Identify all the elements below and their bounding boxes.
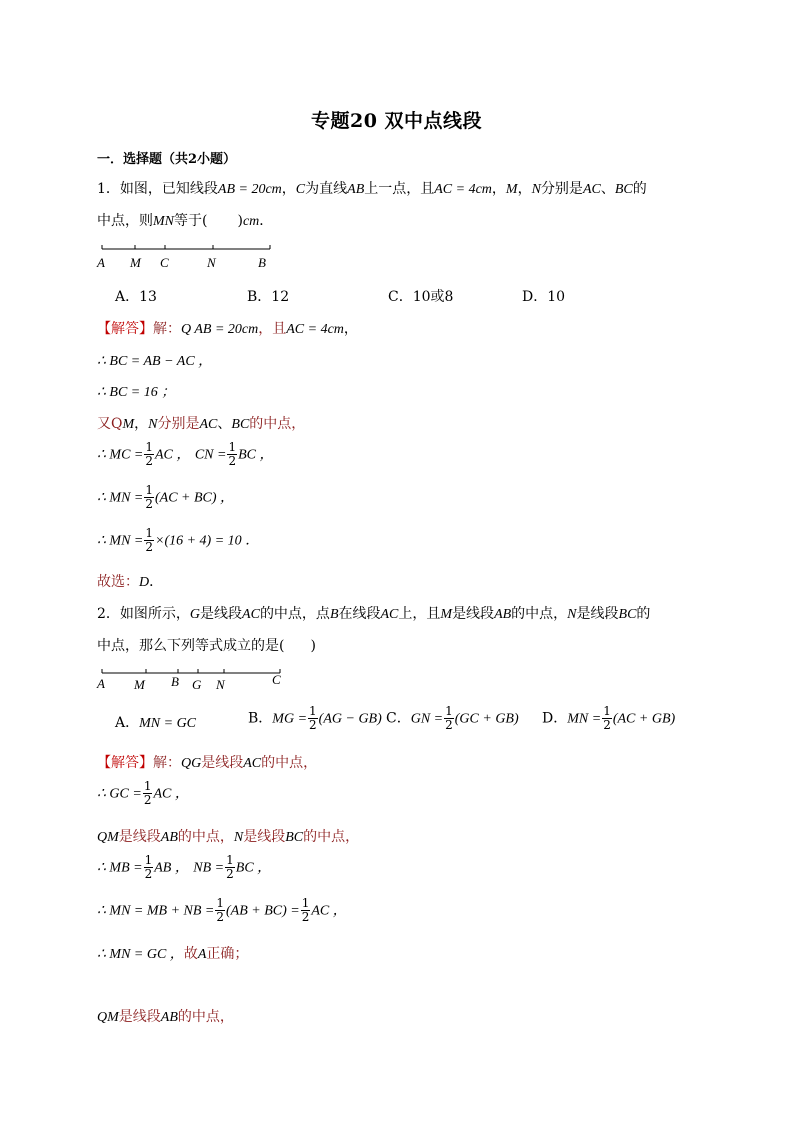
- q1-step: CN =: [194, 447, 227, 463]
- q1-punct: ．: [259, 213, 274, 229]
- frac-num: 1: [145, 483, 153, 497]
- q1-line-diagram: [94, 240, 284, 274]
- fraction-half: [602, 705, 612, 732]
- frac-den: 2: [445, 718, 453, 732]
- option-letter: C．: [386, 710, 411, 727]
- q2-step: 的中点，: [303, 829, 360, 845]
- frac-den: 2: [216, 910, 224, 924]
- frac-num: 1: [145, 440, 153, 454]
- q2-text: 的: [636, 606, 651, 622]
- fraction-half: [227, 441, 237, 468]
- q1-solution-line5: [97, 441, 274, 468]
- option-eq: (GC + GB): [454, 711, 519, 727]
- q2-number: 2．: [97, 606, 120, 622]
- q2-step: ∴ MN = MB + NB =: [97, 903, 215, 919]
- option-letter: B．: [248, 710, 273, 727]
- fraction-half: [143, 780, 153, 807]
- option-eq: MN = GC: [139, 716, 197, 731]
- fraction-half: [308, 705, 318, 732]
- q2-text: 在线段: [338, 606, 381, 622]
- q1-option-d[interactable]: D．10: [522, 289, 566, 305]
- frac-den: 2: [228, 454, 237, 468]
- q1-step: ∴ MN =: [97, 490, 144, 506]
- fraction-half: [215, 897, 225, 924]
- q1-option-c[interactable]: C．10或8: [388, 289, 454, 305]
- q1-punct: ，: [491, 181, 506, 197]
- q1-punct: ，: [281, 181, 296, 197]
- fraction-half: [144, 484, 154, 511]
- q2-stem-line1: [97, 603, 650, 623]
- q2-point-n: N: [216, 677, 225, 692]
- q2-step: AC: [243, 756, 262, 771]
- q1-step: BC ，: [238, 447, 274, 463]
- q2-text: ): [310, 638, 316, 654]
- q2-text: 是线段: [576, 606, 619, 622]
- q1-ac-label: AC: [582, 182, 601, 197]
- q2-step: A: [197, 947, 207, 962]
- q1-step: AC: [199, 417, 218, 432]
- q1-stem-line2: [97, 210, 273, 230]
- frac-num: 1: [445, 704, 453, 718]
- q2-step: Q: [181, 756, 192, 771]
- q1-m-label: M: [505, 182, 518, 197]
- frac-den: 2: [145, 497, 153, 511]
- q1-step: 又Q: [97, 416, 123, 432]
- frac-num: 1: [145, 526, 153, 540]
- q1-unit: cm: [242, 214, 260, 229]
- q1-step: ×(16 + 4) = 10 ．: [155, 533, 260, 549]
- q2-step: AB ，: [154, 860, 189, 876]
- q1-solution-line6: [97, 484, 234, 511]
- q2-step: 故: [183, 946, 198, 962]
- q2-bc-label: BC: [618, 607, 637, 622]
- q2-step: AC ，: [311, 903, 347, 919]
- q1-punct: ．: [149, 574, 164, 590]
- q2-option-c[interactable]: [386, 705, 519, 732]
- q2-step: 的中点，: [261, 755, 318, 771]
- q2-text: 的中点，点: [259, 606, 330, 622]
- q1-solution-line2: ∴ BC = AB − AC ，: [97, 354, 213, 369]
- frac-den: 2: [145, 540, 153, 554]
- option-eq: MG =: [272, 711, 308, 727]
- frac-den: 2: [226, 867, 234, 881]
- q1-solution-line3: ∴ BC = 16 ；: [97, 385, 176, 400]
- answer-intro: 解：: [153, 755, 181, 771]
- q2-ac-label: AC: [242, 607, 260, 622]
- q1-step: Q AB = 20cm: [181, 322, 259, 337]
- q2-step: 的中点，: [177, 1009, 234, 1025]
- q2-step: ∴ MB =: [97, 860, 143, 876]
- frac-num: 1: [228, 440, 237, 454]
- q1-point-a: A: [97, 255, 105, 270]
- q1-ac-eq: AC = 4cm: [434, 182, 492, 197]
- q2-step: G: [191, 756, 202, 771]
- q1-option-a[interactable]: A．13: [115, 289, 157, 305]
- q2-option-d[interactable]: [542, 705, 675, 732]
- q2-step: AB: [160, 830, 178, 845]
- fraction-half: [301, 897, 311, 924]
- q2-step: 的中点，: [177, 829, 234, 845]
- q1-point-n: N: [207, 255, 216, 270]
- q1-step: ，: [343, 321, 358, 337]
- frac-num: 1: [301, 896, 310, 910]
- q2-solution-line7: [97, 1006, 234, 1026]
- q1-step: ，且: [258, 321, 287, 337]
- option-eq: MN =: [567, 711, 602, 727]
- q1-step: ∴ MN =: [97, 533, 144, 549]
- frac-den: 2: [603, 718, 611, 732]
- q2-step: BC: [285, 830, 304, 845]
- q1-point-m: M: [130, 255, 141, 270]
- q1-stem-line1: [97, 178, 647, 198]
- section-heading: 一．选择题（共2小题）: [97, 152, 237, 167]
- q1-punct: ，: [517, 181, 532, 197]
- frac-num: 1: [143, 779, 152, 793]
- q2-option-b[interactable]: [248, 705, 382, 732]
- fraction-half: [144, 527, 154, 554]
- frac-den: 2: [145, 454, 153, 468]
- q1-choice-value: D: [139, 575, 150, 590]
- q1-text: ): [237, 213, 243, 229]
- q1-ab-eq: AB = 20cm: [217, 182, 282, 197]
- q2-step: Q: [97, 830, 108, 845]
- q2-stem-line2: [97, 635, 316, 655]
- option-eq: (AG − GB): [318, 711, 382, 727]
- answer-tag: 【解答】: [97, 755, 153, 771]
- q1-step: 、: [217, 416, 232, 432]
- q1-step: N: [148, 417, 158, 432]
- q1-step: ，: [134, 416, 149, 432]
- page-title: 专题20 双中点线段: [311, 110, 483, 132]
- q1-text: 上一点，且: [364, 181, 435, 197]
- q2-g-label: G: [189, 607, 201, 622]
- q1-choice-label: 故选：: [97, 574, 139, 590]
- option-eq: (AC + GB): [612, 711, 676, 727]
- q1-mn-label: MN: [153, 214, 174, 229]
- q1-point-c: C: [160, 255, 169, 270]
- q2-step: 是线段: [118, 1009, 161, 1025]
- q2-text: 是线段: [200, 606, 243, 622]
- q1-text: 等于(: [174, 213, 208, 229]
- q2-point-a: A: [97, 676, 105, 691]
- q2-step: 是线段: [118, 829, 161, 845]
- fraction-half: [225, 854, 235, 881]
- q2-step: BC ，: [235, 860, 272, 876]
- frac-num: 1: [603, 704, 611, 718]
- frac-den: 2: [301, 910, 310, 924]
- q2-point-c: C: [272, 672, 281, 687]
- q1-step: BC: [231, 417, 250, 432]
- q1-c-label: C: [295, 182, 306, 197]
- fraction-half: [444, 705, 454, 732]
- q2-option-a[interactable]: [115, 712, 196, 732]
- frac-den: 2: [144, 867, 153, 881]
- q1-step: AC ，: [155, 447, 191, 463]
- q2-point-m: M: [134, 677, 145, 692]
- q2-point-g: G: [192, 677, 202, 692]
- q2-step: M: [107, 1010, 119, 1025]
- q1-option-b[interactable]: B．12: [247, 289, 290, 305]
- q1-choice: [97, 571, 163, 591]
- q2-text: 的中点，: [511, 606, 568, 622]
- q2-ac-label: AC: [380, 607, 399, 622]
- frac-num: 1: [226, 853, 234, 867]
- q2-step: 正确；: [206, 946, 249, 962]
- q2-step: ∴ GC =: [97, 786, 142, 802]
- q2-text: 中点，那么下列等式成立的是(: [97, 638, 285, 654]
- q1-ab-label: AB: [347, 182, 365, 197]
- q1-text: 中点，则: [97, 213, 153, 229]
- q1-step: 的中点，: [249, 416, 306, 432]
- q2-step: AC ，: [153, 786, 189, 802]
- fraction-half: [144, 854, 154, 881]
- q1-text: 分别是: [540, 181, 583, 197]
- q1-text: 的: [632, 181, 647, 197]
- q2-step: M: [107, 830, 119, 845]
- option-eq: GN =: [410, 711, 444, 727]
- q2-step: NB =: [193, 860, 225, 876]
- frac-num: 1: [144, 853, 153, 867]
- q1-punct: 、: [600, 181, 615, 197]
- q2-step: AB: [160, 1010, 178, 1025]
- q2-n-label: N: [567, 607, 577, 622]
- q1-step: (AC + BC) ，: [155, 490, 235, 506]
- q1-text: 为直线: [305, 181, 348, 197]
- q1-n-label: N: [531, 182, 541, 197]
- q1-point-b: B: [258, 255, 266, 270]
- q1-step: ∴ MC =: [97, 447, 144, 463]
- frac-num: 1: [309, 704, 317, 718]
- q2-text: 是线段: [452, 606, 495, 622]
- q2-point-b: B: [171, 674, 179, 689]
- q2-step: Q: [97, 1010, 108, 1025]
- q2-text: 上，且: [398, 606, 441, 622]
- q1-text: 如图，已知线段: [119, 181, 218, 197]
- option-letter: D．: [542, 710, 568, 727]
- q2-step: ∴ MN = GC ，: [97, 947, 184, 962]
- q2-step: 是线段: [201, 755, 244, 771]
- q2-step: (AB + BC) =: [226, 903, 300, 919]
- q2-solution-line3: [97, 826, 359, 846]
- q1-step: AC = 4cm: [286, 322, 344, 337]
- q2-line-diagram: [94, 664, 294, 696]
- frac-den: 2: [309, 718, 317, 732]
- q2-step: N: [233, 830, 244, 845]
- q1-solution-line7: [97, 527, 259, 554]
- q2-solution-line6: [97, 943, 248, 963]
- q2-solution-line4: [97, 854, 271, 881]
- q2-text: 如图所示，: [119, 606, 190, 622]
- q1-bc-label: BC: [614, 182, 633, 197]
- q2-b-label: B: [329, 607, 339, 622]
- q1-step: 分别是: [157, 416, 200, 432]
- frac-num: 1: [216, 896, 224, 910]
- q2-step: 是线段: [243, 829, 286, 845]
- q1-solution-line4: [97, 413, 305, 433]
- q1-step: M: [122, 417, 135, 432]
- fraction-half: [144, 441, 154, 468]
- q2-m-label: M: [440, 607, 453, 622]
- option-letter: A．: [115, 715, 140, 731]
- q2-solution-line2: [97, 780, 189, 807]
- q1-solution-line1: [97, 318, 358, 338]
- answer-tag: 【解答】: [97, 321, 153, 337]
- frac-den: 2: [143, 793, 152, 807]
- q2-solution-line5: [97, 897, 347, 924]
- q2-ab-label: AB: [494, 607, 512, 622]
- q1-number: 1．: [97, 181, 120, 197]
- q2-solution-line1: [97, 752, 317, 772]
- answer-intro: 解：: [153, 321, 181, 337]
